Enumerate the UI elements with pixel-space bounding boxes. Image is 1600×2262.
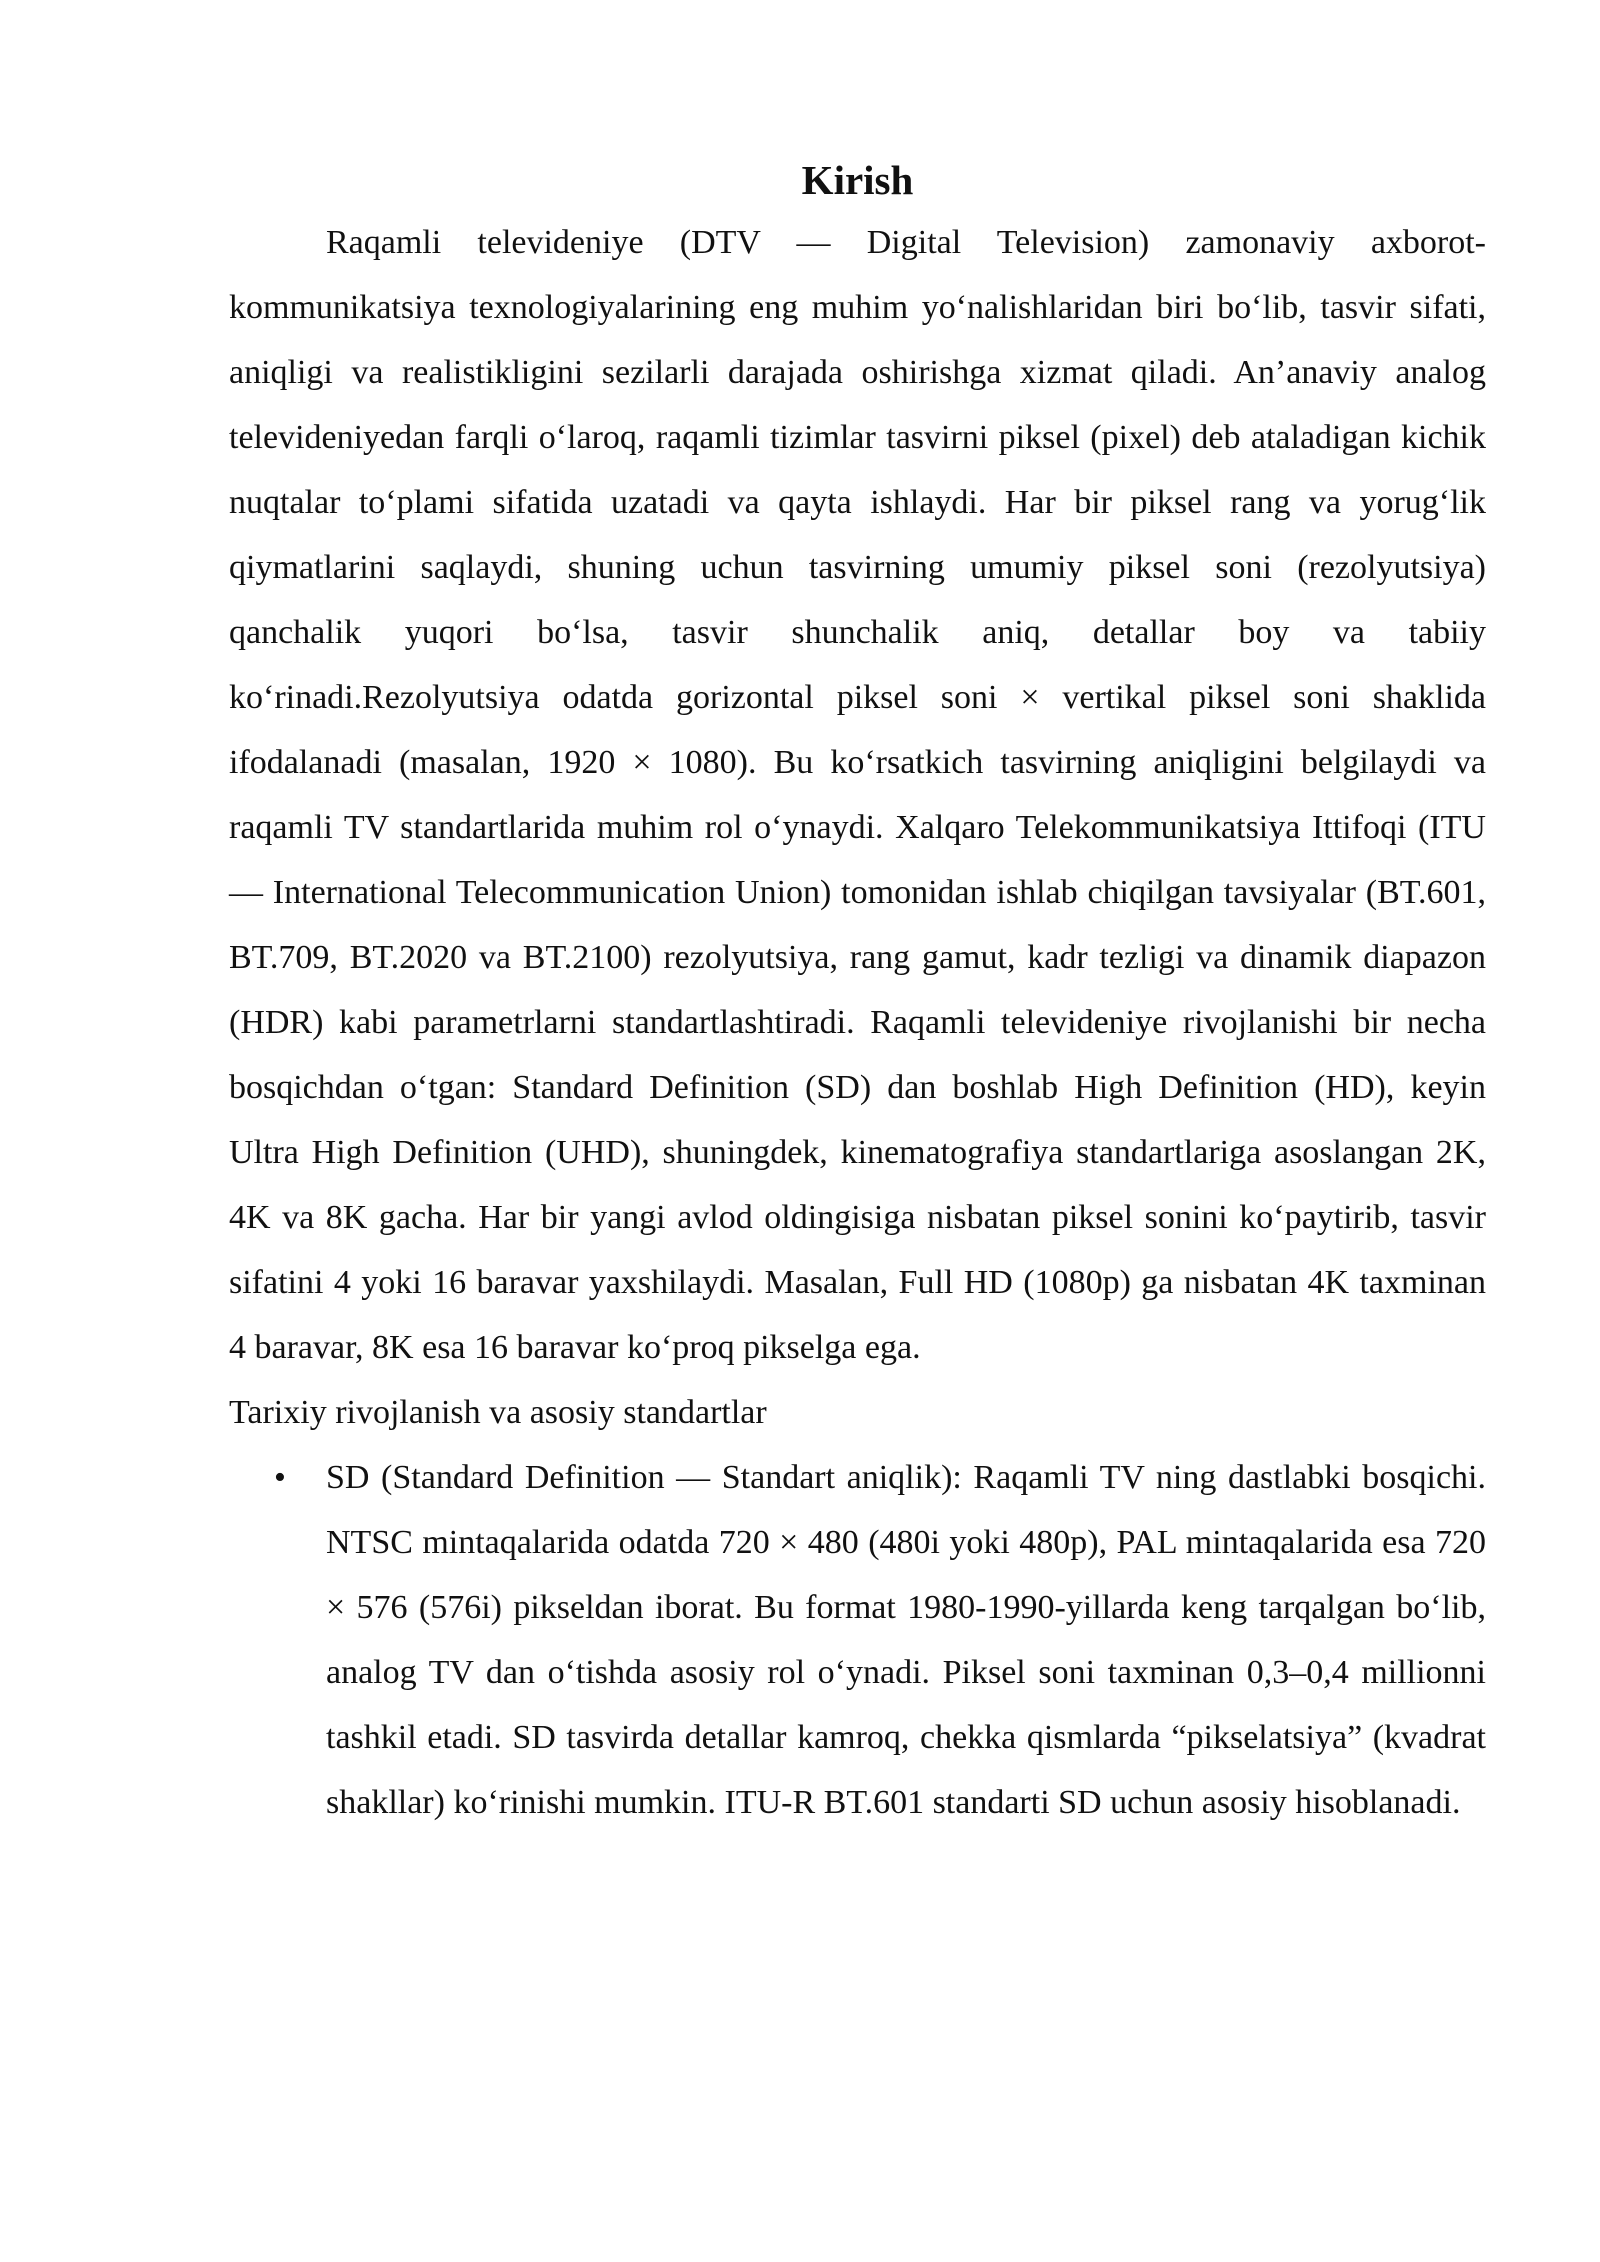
intro-paragraph: Raqamli televideniye (DTV — Digital Television) zamonaviy axborot-kommunikatsiya texnologiyalarining eng muhim yo‘nalishlaridan biri bo‘lib, tasvir sifati, aniqligi va realistikligini sezilarli darajada oshirishga xizmat qiladi. An’anaviy analog televideniyedan farqli o‘laroq, raqamli tizimlar tasvirni piksel (pixel) deb ataladigan kichik nuqtalar to‘plami sifatida uzatadi va qayta ishlaydi. Har bir piksel rang va yorug‘lik qiymatlarini saqlaydi, shuning uchun tasvirning umumiy piksel soni (rezolyutsiya) qanchalik yuqori bo‘lsa, tasvir shunchalik aniq, detallar boy va tabiiy ko‘rinadi.Rezolyutsiya odatda gorizontal piksel soni × vertikal piksel soni shaklida ifodalanadi (masalan, 1920 × 1080). Bu ko‘rsatkich tasvirning aniqligini belgilaydi va raqamli TV standartlarida muhim rol o‘ynaydi. Xalqaro Telekommunikatsiya Ittifoqi (ITU — International Telecommunication Union) tomonidan ishlab chiqilgan tavsiyalar (BT.601, BT.709, BT.2020 va BT.2100) rezolyutsiya, rang gamut, kadr tezligi va dinamik diapazon (HDR) kabi parametrlarni standartlashtiradi. Raqamli televideniye rivojlanishi bir necha bosqichdan o‘tgan: Standard Definition (SD) dan boshlab High Definition (HD), keyin Ultra High Definition (UHD), shuningdek, kinematografiya standartlariga asoslangan 2K, 4K va 8K gacha. Har bir yangi avlod oldingisiga nisbatan piksel sonini ko‘paytirib, tasvir sifatini 4 yoki 16 baravar yaxshilaydi. Masalan, Full HD (1080p) ga nisbatan 4K taxminan 4 baravar, 8K esa 16 baravar ko‘proq pikselga ega. [229, 224, 1486, 1366]
bullet-text: SD (Standard Definition — Standart aniqlik): Raqamli TV ning dastlabki bosqichi. NTSC mintaqalarida odatda 720 × 480 (480i yoki 480p), PAL mintaqalarida esa 720 × 576 (576i) pikseldan iborat. Bu format 1980-1990-yillarda keng tarqalgan bo‘lib, analog TV dan o‘tishda asosiy rol o‘ynadi. Piksel soni taxminan 0,3–0,4 millionni tashkil etadi. SD tasvirda detallar kamroq, chekka qismlarda “pikselatsiya” (kvadrat shakllar) ko‘rinishi mumkin. ITU-R BT.601 standarti SD uchun asosiy hisoblanadi. [326, 1459, 1486, 1821]
bullet-list [229, 1445, 1486, 1835]
section-heading: Tarixiy rivojlanish va asosiy standartlar [229, 1394, 767, 1431]
list-item [229, 1445, 1486, 1835]
page-content [229, 150, 1486, 1835]
bullet-marker: • [274, 1459, 286, 1496]
document-title: Kirish [801, 157, 914, 203]
